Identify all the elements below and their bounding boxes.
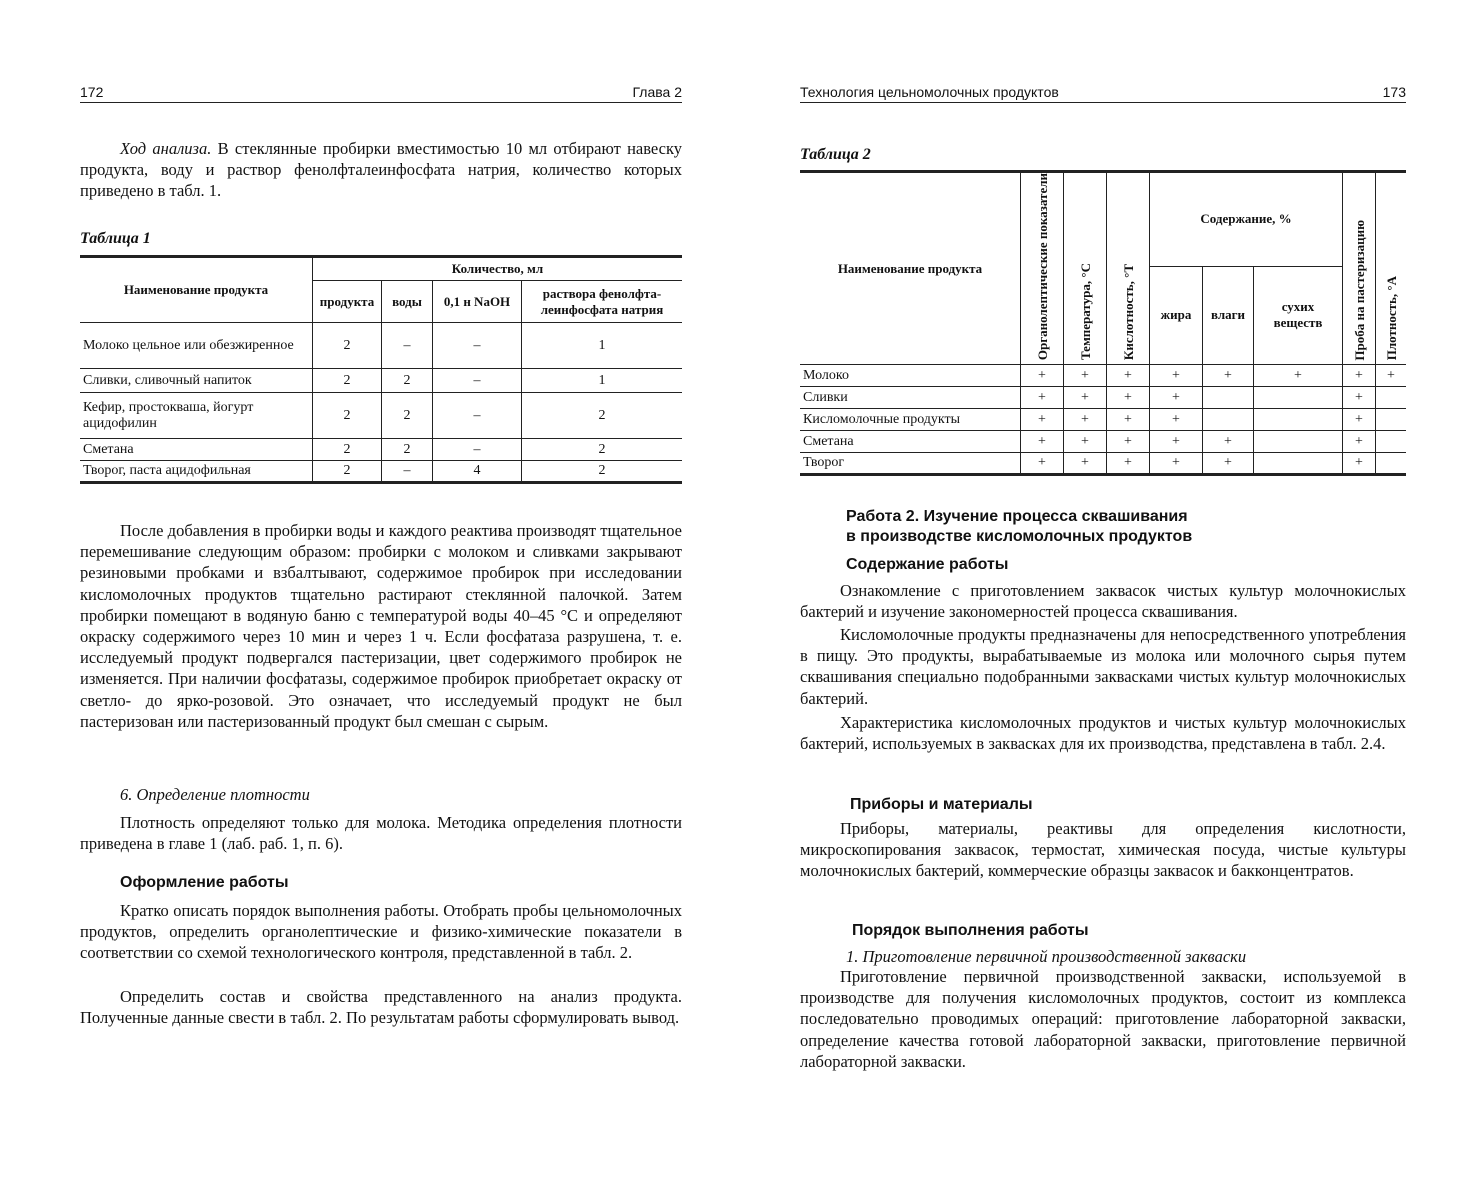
table2-row-name: Сметана bbox=[800, 431, 1021, 453]
table1-row-name: Молоко цельное или обезжиренное bbox=[80, 323, 313, 369]
table2-cell: + bbox=[1150, 387, 1203, 409]
table2-row-name: Творог bbox=[800, 453, 1021, 475]
table-row bbox=[80, 461, 682, 483]
table2-cell: + bbox=[1150, 365, 1203, 387]
table1-cell: 2 bbox=[313, 369, 382, 393]
table2-cell: + bbox=[1343, 365, 1376, 387]
table-row bbox=[800, 453, 1406, 475]
table2-col-dry: сухих веществ bbox=[1254, 266, 1343, 365]
table2-cell: + bbox=[1107, 409, 1150, 431]
table2-col-past: Проба на пастеризацию bbox=[1343, 172, 1376, 365]
table2-cell: + bbox=[1150, 409, 1203, 431]
table2-header-name: Наименование продукта bbox=[800, 172, 1021, 365]
oform-paragraph-2: Определить состав и свойства представленного на анализ продукта. Полученные данные свести в табл. 2. По результатам работы сформулировать вывод. bbox=[80, 987, 682, 1028]
table1-row-name: Кефир, простокваша, йогурт ацидофилин bbox=[80, 393, 313, 439]
table1-row-name: Сливки, сливочный напиток bbox=[80, 369, 313, 393]
table1-cell: 2 bbox=[382, 439, 433, 461]
table2-cell: + bbox=[1203, 365, 1254, 387]
table1-cell: 2 bbox=[522, 439, 683, 461]
table1-cell: – bbox=[433, 323, 522, 369]
table2-cell: + bbox=[1021, 409, 1064, 431]
table1-cell: – bbox=[433, 439, 522, 461]
table2-cell: + bbox=[1064, 453, 1107, 475]
table2-cell: + bbox=[1021, 365, 1064, 387]
table2-cell: + bbox=[1107, 365, 1150, 387]
table2-cell: + bbox=[1064, 409, 1107, 431]
table1-cell: 2 bbox=[522, 393, 683, 439]
table-row bbox=[80, 369, 682, 393]
table-row bbox=[80, 323, 682, 369]
table2-cell: + bbox=[1150, 453, 1203, 475]
table1-row-name: Творог, паста ацидофильная bbox=[80, 461, 313, 483]
table2-cell bbox=[1203, 409, 1254, 431]
wash-paragraph: После добавления в пробирки воды и каждого реактива производят тщательное перемешивание следующим образом: пробирки с молоком и сливками закрывают резиновыми пробками и взбалтывают, содержимое пробирок при исследовании кисломолочных продуктов тщательно растирают стеклянной палочкой. Затем пробирки помещают в водяную баню с температурой воды 40–45 °С и определяют окраску содержимого через 10 мин и через 1 ч. Если фосфатаза разрушена, т. е. исследуемый продукт подвергался пастеризации, цвет содержимого пробирок не изменяется. При наличии фосфатазы, содержимое пробирок приобретает окраску от светло- до ярко-розовой. Это означает, что исследуемый продукт не был пастеризован или пастеризованный продукт был смешан с сырым. bbox=[80, 521, 682, 731]
analysis-paragraph bbox=[80, 138, 682, 202]
table2-cell: + bbox=[1343, 453, 1376, 475]
table-row bbox=[800, 387, 1406, 409]
table2-header-group: Содержание, % bbox=[1150, 172, 1343, 267]
table1-cell: 1 bbox=[522, 369, 683, 393]
table1-header-group: Количество, мл bbox=[313, 257, 683, 281]
table1-header-name: Наименование продукта bbox=[80, 257, 313, 323]
table-row bbox=[800, 431, 1406, 453]
table2-cell: + bbox=[1107, 431, 1150, 453]
table2-cell: + bbox=[1203, 431, 1254, 453]
table1-caption: Таблица 1 bbox=[80, 230, 151, 247]
table2-cell bbox=[1376, 409, 1407, 431]
table2-row-name: Кисломолочные продукты bbox=[800, 409, 1021, 431]
table-row bbox=[800, 409, 1406, 431]
heading-order: Порядок выполнения работы bbox=[852, 922, 1089, 939]
table1-col: 0,1 н NaOH bbox=[433, 281, 522, 323]
table2-col-acid: Кислотность, °Т bbox=[1107, 172, 1150, 365]
page-number: 173 bbox=[1382, 84, 1406, 100]
table1-cell: 2 bbox=[382, 369, 433, 393]
subsection-starter: 1. Приготовление первичной производственной закваски bbox=[846, 947, 1247, 966]
right-page-header bbox=[800, 82, 1406, 103]
table1-col: раствора фенолфта-леинфосфата натрия bbox=[522, 281, 683, 323]
table2-cell bbox=[1376, 453, 1407, 475]
table2-cell: + bbox=[1021, 387, 1064, 409]
table-row bbox=[800, 365, 1406, 387]
density-paragraph: Плотность определяют только для молока. Методика определения плотности приведена в главе 1 (лаб. раб. 1, п. 6). bbox=[80, 813, 682, 854]
table1 bbox=[80, 255, 682, 484]
analysis-label: Ход анализа. bbox=[120, 139, 212, 158]
table2-col-organo: Органолептические показатели bbox=[1021, 172, 1064, 365]
order-paragraph: Приготовление первичной производственной закваски, используемой в производстве для получения кисломолочных продуктов, состоит из комплекса последовательно проводимых операций: приготовление лабораторной закваски, определение качества готовой лабораторной закваски, приготовление первичной лабораторной закваски. bbox=[800, 967, 1406, 1071]
table1-cell: 4 bbox=[433, 461, 522, 483]
table2 bbox=[800, 170, 1406, 476]
table2-cell: + bbox=[1064, 365, 1107, 387]
table1-cell: 2 bbox=[313, 323, 382, 369]
table2-cell: + bbox=[1064, 431, 1107, 453]
content-paragraph-3: Характеристика кисломолочных продуктов и чистых культур молочнокислых бактерий, используемых в заквасках для их производства, представлена в табл. 2.4. bbox=[800, 713, 1406, 754]
table2-col-temp: Температура, °С bbox=[1064, 172, 1107, 365]
table2-cell: + bbox=[1203, 453, 1254, 475]
table2-cell bbox=[1376, 387, 1407, 409]
chapter-title: Глава 2 bbox=[632, 84, 682, 100]
table-row bbox=[80, 439, 682, 461]
table2-cell bbox=[1376, 431, 1407, 453]
table1-cell: 2 bbox=[313, 461, 382, 483]
table2-cell: + bbox=[1064, 387, 1107, 409]
table2-col-moist: влаги bbox=[1203, 266, 1254, 365]
table2-cell: + bbox=[1021, 431, 1064, 453]
heading-oform: Оформление работы bbox=[120, 874, 289, 891]
table2-cell: + bbox=[1150, 431, 1203, 453]
table-row bbox=[80, 393, 682, 439]
work-title-line-2: в производстве кисломолочных продуктов bbox=[846, 528, 1193, 545]
table1-col: воды bbox=[382, 281, 433, 323]
table1-row-name: Сметана bbox=[80, 439, 313, 461]
table2-cell bbox=[1254, 409, 1343, 431]
running-title: Технология цельномолочных продуктов bbox=[800, 84, 1059, 100]
table2-caption: Таблица 2 bbox=[800, 146, 871, 163]
table2-row-name: Молоко bbox=[800, 365, 1021, 387]
table1-cell: – bbox=[382, 323, 433, 369]
table1-cell: 2 bbox=[313, 393, 382, 439]
table2-cell: + bbox=[1254, 365, 1343, 387]
table2-cell: + bbox=[1343, 431, 1376, 453]
table1-cell: 2 bbox=[382, 393, 433, 439]
page-number: 172 bbox=[80, 84, 104, 100]
table2-row-name: Сливки bbox=[800, 387, 1021, 409]
oform-paragraph-1: Кратко описать порядок выполнения работы. Отобрать пробы цельномолочных продуктов, определить органолептические и физико-химические показатели в соответствии со схемой технологического контроля, представленной в табл. 2. bbox=[80, 901, 682, 963]
table1-cell: – bbox=[433, 369, 522, 393]
table2-col-dens: Плотность, °А bbox=[1376, 172, 1407, 365]
table2-cell bbox=[1254, 387, 1343, 409]
table2-cell: + bbox=[1343, 409, 1376, 431]
table2-cell bbox=[1254, 453, 1343, 475]
table1-cell: – bbox=[433, 393, 522, 439]
table2-col-fat: жира bbox=[1150, 266, 1203, 365]
subsection-density: 6. Определение плотности bbox=[120, 785, 310, 804]
table2-cell bbox=[1203, 387, 1254, 409]
content-paragraph-2: Кисломолочные продукты предназначены для непосредственного употребления в пищу. Это продукты, вырабатываемые из молока или молочного сырья путем сквашивания специально подобранными заквасками чистых культур молочнокислых бактерий. bbox=[800, 625, 1406, 708]
devices-paragraph: Приборы, материалы, реактивы для определения кислотности, микроскопирования заквасок, термостат, химическая посуда, чистые культуры молочнокислых бактерий, коммерческие образцы заквасок и бакконцентратов. bbox=[800, 819, 1406, 881]
analysis-text: В стеклянные пробирки вместимостью 10 мл отбирают навеску продукта, воду и раствор фенолфталеинфосфата натрия, количество которых приведено в табл. 1. bbox=[80, 139, 683, 201]
work-title-line-1: Работа 2. Изучение процесса сквашивания bbox=[846, 508, 1188, 525]
table1-cell: – bbox=[382, 461, 433, 483]
table2-cell: + bbox=[1021, 453, 1064, 475]
content-paragraph-1: Ознакомление с приготовлением заквасок чистых культур молочнокислых бактерий и изучение закономерностей процесса сквашивания. bbox=[800, 581, 1406, 622]
heading-devices: Приборы и материалы bbox=[850, 796, 1033, 813]
table1-cell: 1 bbox=[522, 323, 683, 369]
table2-cell: + bbox=[1343, 387, 1376, 409]
table1-col: продукта bbox=[313, 281, 382, 323]
table2-cell bbox=[1254, 431, 1343, 453]
table1-cell: 2 bbox=[522, 461, 683, 483]
left-page-header bbox=[80, 82, 682, 103]
table2-cell: + bbox=[1107, 387, 1150, 409]
heading-content: Содержание работы bbox=[846, 556, 1009, 573]
table2-cell: + bbox=[1107, 453, 1150, 475]
table2-cell: + bbox=[1376, 365, 1407, 387]
table1-cell: 2 bbox=[313, 439, 382, 461]
